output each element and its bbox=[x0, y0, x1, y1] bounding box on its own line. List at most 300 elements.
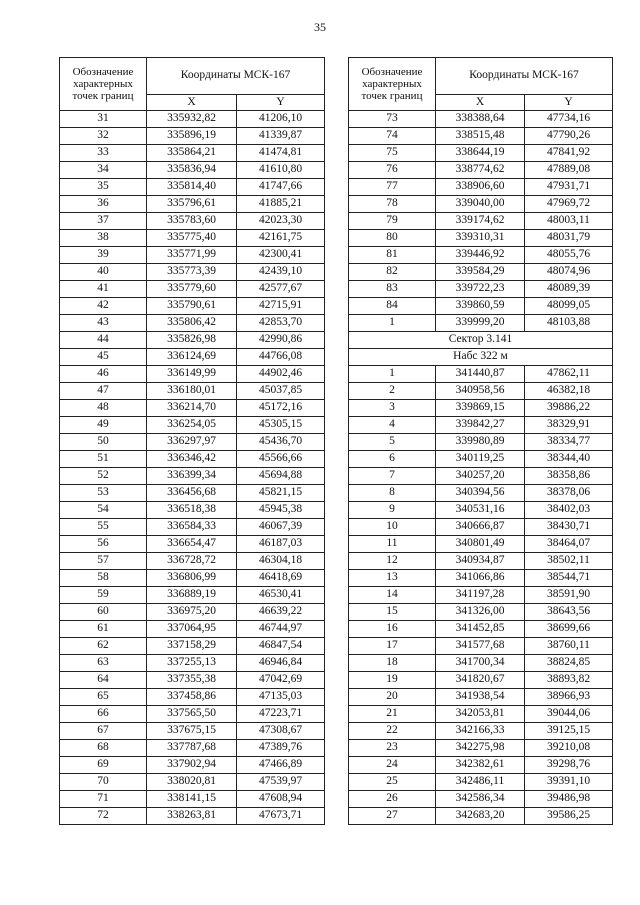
x-coordinate-cell: 339174,62 bbox=[436, 213, 525, 230]
point-number-cell: 1 bbox=[349, 315, 436, 332]
x-coordinate-cell: 340934,87 bbox=[436, 553, 525, 570]
point-number-cell: 79 bbox=[349, 213, 436, 230]
y-coordinate-cell: 46946,84 bbox=[237, 655, 325, 672]
y-coordinate-cell: 47308,67 bbox=[237, 723, 325, 740]
y-coordinate-cell: 47466,89 bbox=[237, 757, 325, 774]
x-coordinate-cell: 338644,19 bbox=[436, 145, 525, 162]
x-coordinate-cell: 339040,00 bbox=[436, 196, 525, 213]
point-number-cell: 69 bbox=[60, 757, 147, 774]
table-row bbox=[60, 247, 325, 264]
point-number-cell: 77 bbox=[349, 179, 436, 196]
point-number-cell: 73 bbox=[349, 111, 436, 128]
y-coordinate-cell: 38966,93 bbox=[525, 689, 613, 706]
x-coordinate-cell: 340666,87 bbox=[436, 519, 525, 536]
table-row bbox=[349, 298, 613, 315]
y-coordinate-cell: 45037,85 bbox=[237, 383, 325, 400]
y-coordinate-cell: 38502,11 bbox=[525, 553, 613, 570]
x-coordinate-cell: 335864,21 bbox=[147, 145, 237, 162]
x-coordinate-cell: 340958,56 bbox=[436, 383, 525, 400]
point-number-cell: 55 bbox=[60, 519, 147, 536]
table-row bbox=[349, 740, 613, 757]
table-row bbox=[60, 621, 325, 638]
table-row bbox=[349, 196, 613, 213]
y-coordinate-cell: 38893,82 bbox=[525, 672, 613, 689]
x-coordinate-cell: 339310,31 bbox=[436, 230, 525, 247]
coord-system-header: Координаты МСК-167 bbox=[147, 58, 325, 95]
point-number-cell: 51 bbox=[60, 451, 147, 468]
y-coordinate-cell: 38699,66 bbox=[525, 621, 613, 638]
x-coordinate-cell: 339999,20 bbox=[436, 315, 525, 332]
point-number-cell: 40 bbox=[60, 264, 147, 281]
table-row bbox=[349, 672, 613, 689]
point-number-cell: 26 bbox=[349, 791, 436, 808]
point-number-cell: 44 bbox=[60, 332, 147, 349]
y-coordinate-cell: 47931,71 bbox=[525, 179, 613, 196]
point-number-cell: 78 bbox=[349, 196, 436, 213]
point-number-cell: 48 bbox=[60, 400, 147, 417]
point-number-cell: 65 bbox=[60, 689, 147, 706]
x-coordinate-cell: 336254,05 bbox=[147, 417, 237, 434]
point-number-cell: 56 bbox=[60, 536, 147, 553]
point-number-cell: 84 bbox=[349, 298, 436, 315]
x-coordinate-cell: 335826,98 bbox=[147, 332, 237, 349]
x-coordinate-cell: 337675,15 bbox=[147, 723, 237, 740]
table-row bbox=[349, 179, 613, 196]
y-coordinate-cell: 39391,10 bbox=[525, 774, 613, 791]
y-coordinate-cell: 42023,30 bbox=[237, 213, 325, 230]
table-row bbox=[349, 451, 613, 468]
point-number-cell: 37 bbox=[60, 213, 147, 230]
point-number-cell: 4 bbox=[349, 417, 436, 434]
table-row bbox=[60, 757, 325, 774]
x-coordinate-cell: 339980,89 bbox=[436, 434, 525, 451]
y-coordinate-cell: 47042,69 bbox=[237, 672, 325, 689]
table-row bbox=[60, 111, 325, 128]
point-number-cell: 1 bbox=[349, 366, 436, 383]
y-coordinate-cell: 41610,80 bbox=[237, 162, 325, 179]
point-number-cell: 32 bbox=[60, 128, 147, 145]
table-row bbox=[349, 536, 613, 553]
x-coordinate-cell: 335775,40 bbox=[147, 230, 237, 247]
table-row bbox=[349, 791, 613, 808]
point-number-cell: 9 bbox=[349, 502, 436, 519]
y-coordinate-cell: 47389,76 bbox=[237, 740, 325, 757]
y-coordinate-cell: 38329,91 bbox=[525, 417, 613, 434]
point-label-header: Обозначение характерных точек границ bbox=[349, 58, 436, 111]
point-number-cell: 50 bbox=[60, 434, 147, 451]
point-number-cell: 64 bbox=[60, 672, 147, 689]
point-number-cell: 11 bbox=[349, 536, 436, 553]
table-row bbox=[349, 757, 613, 774]
table-row bbox=[349, 723, 613, 740]
y-coordinate-cell: 46847,54 bbox=[237, 638, 325, 655]
table-row bbox=[349, 808, 613, 825]
point-number-cell: 19 bbox=[349, 672, 436, 689]
point-number-cell: 31 bbox=[60, 111, 147, 128]
y-coordinate-cell: 42300,41 bbox=[237, 247, 325, 264]
point-number-cell: 39 bbox=[60, 247, 147, 264]
table-row bbox=[60, 791, 325, 808]
table-row bbox=[349, 128, 613, 145]
x-coordinate-cell: 335779,60 bbox=[147, 281, 237, 298]
y-coordinate-cell: 48031,79 bbox=[525, 230, 613, 247]
y-coordinate-cell: 39586,25 bbox=[525, 808, 613, 825]
point-number-cell: 20 bbox=[349, 689, 436, 706]
y-coordinate-cell: 39210,08 bbox=[525, 740, 613, 757]
point-number-cell: 38 bbox=[60, 230, 147, 247]
point-number-cell: 2 bbox=[349, 383, 436, 400]
point-number-cell: 83 bbox=[349, 281, 436, 298]
point-number-cell: 14 bbox=[349, 587, 436, 604]
y-coordinate-cell: 48003,11 bbox=[525, 213, 613, 230]
x-coordinate-cell: 337902,94 bbox=[147, 757, 237, 774]
x-header: X bbox=[436, 95, 525, 111]
table-row bbox=[349, 655, 613, 672]
point-number-cell: 76 bbox=[349, 162, 436, 179]
y-coordinate-cell: 44902,46 bbox=[237, 366, 325, 383]
x-coordinate-cell: 342053,81 bbox=[436, 706, 525, 723]
point-number-cell: 75 bbox=[349, 145, 436, 162]
table-row bbox=[349, 247, 613, 264]
y-coordinate-cell: 48089,39 bbox=[525, 281, 613, 298]
table-row bbox=[60, 162, 325, 179]
y-coordinate-cell: 47135,03 bbox=[237, 689, 325, 706]
x-coordinate-cell: 342683,20 bbox=[436, 808, 525, 825]
table-row bbox=[60, 519, 325, 536]
y-coordinate-cell: 47223,71 bbox=[237, 706, 325, 723]
table-row bbox=[60, 672, 325, 689]
table-row bbox=[60, 485, 325, 502]
y-coordinate-cell: 38430,71 bbox=[525, 519, 613, 536]
x-coordinate-cell: 336149,99 bbox=[147, 366, 237, 383]
table-row bbox=[60, 706, 325, 723]
point-number-cell: 3 bbox=[349, 400, 436, 417]
point-number-cell: 58 bbox=[60, 570, 147, 587]
point-number-cell: 34 bbox=[60, 162, 147, 179]
table-row bbox=[349, 502, 613, 519]
coordinates-table-right bbox=[348, 57, 613, 825]
point-number-cell: 80 bbox=[349, 230, 436, 247]
y-coordinate-cell: 38358,86 bbox=[525, 468, 613, 485]
point-number-cell: 15 bbox=[349, 604, 436, 621]
x-coordinate-cell: 340801,49 bbox=[436, 536, 525, 553]
y-coordinate-cell: 46418,69 bbox=[237, 570, 325, 587]
y-coordinate-cell: 46639,22 bbox=[237, 604, 325, 621]
table-row bbox=[60, 349, 325, 366]
point-number-cell: 68 bbox=[60, 740, 147, 757]
table-row bbox=[60, 655, 325, 672]
table-row bbox=[349, 417, 613, 434]
point-number-cell: 54 bbox=[60, 502, 147, 519]
point-number-cell: 8 bbox=[349, 485, 436, 502]
point-number-cell: 33 bbox=[60, 145, 147, 162]
section-row bbox=[349, 349, 613, 366]
y-coordinate-cell: 39486,98 bbox=[525, 791, 613, 808]
table-row bbox=[60, 451, 325, 468]
sector-title: Сектор 3.141 bbox=[349, 332, 613, 349]
x-coordinate-cell: 341197,28 bbox=[436, 587, 525, 604]
table-row bbox=[349, 434, 613, 451]
x-coordinate-cell: 338906,60 bbox=[436, 179, 525, 196]
point-number-cell: 10 bbox=[349, 519, 436, 536]
table-row bbox=[60, 264, 325, 281]
page-number: 35 bbox=[314, 20, 326, 34]
y-coordinate-cell: 47673,71 bbox=[237, 808, 325, 825]
table-row bbox=[60, 179, 325, 196]
table-row bbox=[349, 587, 613, 604]
x-coordinate-cell: 335773,39 bbox=[147, 264, 237, 281]
point-number-cell: 60 bbox=[60, 604, 147, 621]
table-row bbox=[349, 604, 613, 621]
y-coordinate-cell: 48099,05 bbox=[525, 298, 613, 315]
point-number-cell: 74 bbox=[349, 128, 436, 145]
table-row bbox=[349, 621, 613, 638]
point-number-cell: 5 bbox=[349, 434, 436, 451]
x-coordinate-cell: 336728,72 bbox=[147, 553, 237, 570]
y-coordinate-cell: 44766,08 bbox=[237, 349, 325, 366]
point-number-cell: 52 bbox=[60, 468, 147, 485]
point-number-cell: 70 bbox=[60, 774, 147, 791]
y-coordinate-cell: 41747,66 bbox=[237, 179, 325, 196]
y-coordinate-cell: 46304,18 bbox=[237, 553, 325, 570]
table-row bbox=[60, 230, 325, 247]
table-row bbox=[60, 774, 325, 791]
y-coordinate-cell: 46382,18 bbox=[525, 383, 613, 400]
y-coordinate-cell: 38378,06 bbox=[525, 485, 613, 502]
x-coordinate-cell: 335806,42 bbox=[147, 315, 237, 332]
table-row bbox=[349, 315, 613, 332]
point-number-cell: 21 bbox=[349, 706, 436, 723]
x-coordinate-cell: 340257,20 bbox=[436, 468, 525, 485]
table-row bbox=[349, 230, 613, 247]
y-coordinate-cell: 47969,72 bbox=[525, 196, 613, 213]
table-row bbox=[60, 604, 325, 621]
point-number-cell: 71 bbox=[60, 791, 147, 808]
table-row bbox=[60, 570, 325, 587]
x-coordinate-cell: 337255,13 bbox=[147, 655, 237, 672]
y-coordinate-cell: 39044,06 bbox=[525, 706, 613, 723]
table-row bbox=[349, 366, 613, 383]
point-number-cell: 43 bbox=[60, 315, 147, 332]
table-row bbox=[60, 417, 325, 434]
y-coordinate-cell: 42439,10 bbox=[237, 264, 325, 281]
table-row bbox=[349, 638, 613, 655]
y-coordinate-cell: 46530,41 bbox=[237, 587, 325, 604]
x-coordinate-cell: 337355,38 bbox=[147, 672, 237, 689]
x-coordinate-cell: 335814,40 bbox=[147, 179, 237, 196]
x-coordinate-cell: 336806,99 bbox=[147, 570, 237, 587]
y-coordinate-cell: 45945,38 bbox=[237, 502, 325, 519]
y-coordinate-cell: 47841,92 bbox=[525, 145, 613, 162]
x-coordinate-cell: 337064,95 bbox=[147, 621, 237, 638]
point-number-cell: 23 bbox=[349, 740, 436, 757]
x-coordinate-cell: 338020,81 bbox=[147, 774, 237, 791]
point-number-cell: 57 bbox=[60, 553, 147, 570]
y-coordinate-cell: 42715,91 bbox=[237, 298, 325, 315]
table-row bbox=[60, 689, 325, 706]
point-label-header: Обозначение характерных точек границ bbox=[60, 58, 147, 111]
y-coordinate-cell: 38643,56 bbox=[525, 604, 613, 621]
point-number-cell: 41 bbox=[60, 281, 147, 298]
table-row bbox=[60, 808, 325, 825]
x-coordinate-cell: 336214,70 bbox=[147, 400, 237, 417]
x-coordinate-cell: 336975,20 bbox=[147, 604, 237, 621]
y-coordinate-cell: 42990,86 bbox=[237, 332, 325, 349]
point-number-cell: 63 bbox=[60, 655, 147, 672]
table-row bbox=[60, 468, 325, 485]
x-coordinate-cell: 339842,27 bbox=[436, 417, 525, 434]
table-row bbox=[60, 366, 325, 383]
table-row bbox=[60, 502, 325, 519]
x-coordinate-cell: 341938,54 bbox=[436, 689, 525, 706]
x-coordinate-cell: 338388,64 bbox=[436, 111, 525, 128]
point-number-cell: 17 bbox=[349, 638, 436, 655]
left-table-body bbox=[60, 111, 325, 825]
y-coordinate-cell: 38591,90 bbox=[525, 587, 613, 604]
section-row bbox=[349, 332, 613, 349]
table-row bbox=[60, 638, 325, 655]
y-coordinate-cell: 45305,15 bbox=[237, 417, 325, 434]
y-coordinate-cell: 41474,81 bbox=[237, 145, 325, 162]
table-row bbox=[349, 162, 613, 179]
point-number-cell: 49 bbox=[60, 417, 147, 434]
point-number-cell: 13 bbox=[349, 570, 436, 587]
x-coordinate-cell: 336124,69 bbox=[147, 349, 237, 366]
point-number-cell: 82 bbox=[349, 264, 436, 281]
x-header: X bbox=[147, 95, 237, 111]
table-row bbox=[60, 298, 325, 315]
y-coordinate-cell: 38824,85 bbox=[525, 655, 613, 672]
x-coordinate-cell: 337458,86 bbox=[147, 689, 237, 706]
x-coordinate-cell: 339860,59 bbox=[436, 298, 525, 315]
point-number-cell: 59 bbox=[60, 587, 147, 604]
y-coordinate-cell: 48055,76 bbox=[525, 247, 613, 264]
table-row bbox=[60, 400, 325, 417]
x-coordinate-cell: 335790,61 bbox=[147, 298, 237, 315]
table-row bbox=[349, 553, 613, 570]
y-coordinate-cell: 38544,71 bbox=[525, 570, 613, 587]
y-coordinate-cell: 38760,11 bbox=[525, 638, 613, 655]
x-coordinate-cell: 338141,15 bbox=[147, 791, 237, 808]
x-coordinate-cell: 336654,47 bbox=[147, 536, 237, 553]
point-number-cell: 45 bbox=[60, 349, 147, 366]
point-number-cell: 22 bbox=[349, 723, 436, 740]
y-coordinate-cell: 46187,03 bbox=[237, 536, 325, 553]
y-coordinate-cell: 46744,97 bbox=[237, 621, 325, 638]
x-coordinate-cell: 341452,85 bbox=[436, 621, 525, 638]
y-coordinate-cell: 42577,67 bbox=[237, 281, 325, 298]
y-coordinate-cell: 38344,40 bbox=[525, 451, 613, 468]
table-row bbox=[349, 400, 613, 417]
coord-system-header: Координаты МСК-167 bbox=[436, 58, 613, 95]
x-coordinate-cell: 335796,61 bbox=[147, 196, 237, 213]
point-number-cell: 67 bbox=[60, 723, 147, 740]
point-number-cell: 16 bbox=[349, 621, 436, 638]
table-row bbox=[349, 485, 613, 502]
y-coordinate-cell: 39886,22 bbox=[525, 400, 613, 417]
table-row bbox=[60, 553, 325, 570]
x-coordinate-cell: 342486,11 bbox=[436, 774, 525, 791]
y-coordinate-cell: 46067,39 bbox=[237, 519, 325, 536]
y-coordinate-cell: 41885,21 bbox=[237, 196, 325, 213]
point-number-cell: 35 bbox=[60, 179, 147, 196]
y-coordinate-cell: 42853,70 bbox=[237, 315, 325, 332]
right-table-body bbox=[349, 111, 613, 825]
y-coordinate-cell: 45694,88 bbox=[237, 468, 325, 485]
y-coordinate-cell: 38464,07 bbox=[525, 536, 613, 553]
table-row bbox=[349, 774, 613, 791]
y-coordinate-cell: 47608,94 bbox=[237, 791, 325, 808]
table-row bbox=[349, 383, 613, 400]
x-coordinate-cell: 339869,15 bbox=[436, 400, 525, 417]
x-coordinate-cell: 336399,34 bbox=[147, 468, 237, 485]
x-coordinate-cell: 337565,50 bbox=[147, 706, 237, 723]
x-coordinate-cell: 336584,33 bbox=[147, 519, 237, 536]
y-coordinate-cell: 39125,15 bbox=[525, 723, 613, 740]
table-row bbox=[349, 706, 613, 723]
point-number-cell: 24 bbox=[349, 757, 436, 774]
y-coordinate-cell: 48103,88 bbox=[525, 315, 613, 332]
table-row bbox=[60, 213, 325, 230]
x-coordinate-cell: 336456,68 bbox=[147, 485, 237, 502]
x-coordinate-cell: 338263,81 bbox=[147, 808, 237, 825]
table-row bbox=[60, 332, 325, 349]
point-number-cell: 12 bbox=[349, 553, 436, 570]
y-header: Y bbox=[525, 95, 613, 111]
y-coordinate-cell: 48074,96 bbox=[525, 264, 613, 281]
x-coordinate-cell: 342382,61 bbox=[436, 757, 525, 774]
x-coordinate-cell: 335932,82 bbox=[147, 111, 237, 128]
x-coordinate-cell: 338774,62 bbox=[436, 162, 525, 179]
x-coordinate-cell: 336346,42 bbox=[147, 451, 237, 468]
x-coordinate-cell: 335771,99 bbox=[147, 247, 237, 264]
x-coordinate-cell: 340394,56 bbox=[436, 485, 525, 502]
point-number-cell: 7 bbox=[349, 468, 436, 485]
x-coordinate-cell: 341326,00 bbox=[436, 604, 525, 621]
table-row bbox=[349, 111, 613, 128]
sector-height: Набс 322 м bbox=[349, 349, 613, 366]
point-number-cell: 72 bbox=[60, 808, 147, 825]
table-row bbox=[60, 196, 325, 213]
table-row bbox=[60, 740, 325, 757]
point-number-cell: 61 bbox=[60, 621, 147, 638]
table-row bbox=[60, 536, 325, 553]
y-coordinate-cell: 47862,11 bbox=[525, 366, 613, 383]
x-coordinate-cell: 341700,34 bbox=[436, 655, 525, 672]
y-coordinate-cell: 47734,16 bbox=[525, 111, 613, 128]
point-number-cell: 27 bbox=[349, 808, 436, 825]
x-coordinate-cell: 342166,33 bbox=[436, 723, 525, 740]
coordinates-table-left bbox=[59, 57, 325, 825]
x-coordinate-cell: 339584,29 bbox=[436, 264, 525, 281]
x-coordinate-cell: 341440,87 bbox=[436, 366, 525, 383]
x-coordinate-cell: 338515,48 bbox=[436, 128, 525, 145]
table-row bbox=[60, 315, 325, 332]
table-row bbox=[349, 281, 613, 298]
table-row bbox=[349, 689, 613, 706]
x-coordinate-cell: 339446,92 bbox=[436, 247, 525, 264]
x-coordinate-cell: 341820,67 bbox=[436, 672, 525, 689]
y-coordinate-cell: 47539,97 bbox=[237, 774, 325, 791]
y-coordinate-cell: 42161,75 bbox=[237, 230, 325, 247]
x-coordinate-cell: 335783,60 bbox=[147, 213, 237, 230]
y-coordinate-cell: 45821,15 bbox=[237, 485, 325, 502]
point-number-cell: 6 bbox=[349, 451, 436, 468]
y-coordinate-cell: 38402,03 bbox=[525, 502, 613, 519]
x-coordinate-cell: 339722,23 bbox=[436, 281, 525, 298]
x-coordinate-cell: 335896,19 bbox=[147, 128, 237, 145]
table-row bbox=[349, 264, 613, 281]
